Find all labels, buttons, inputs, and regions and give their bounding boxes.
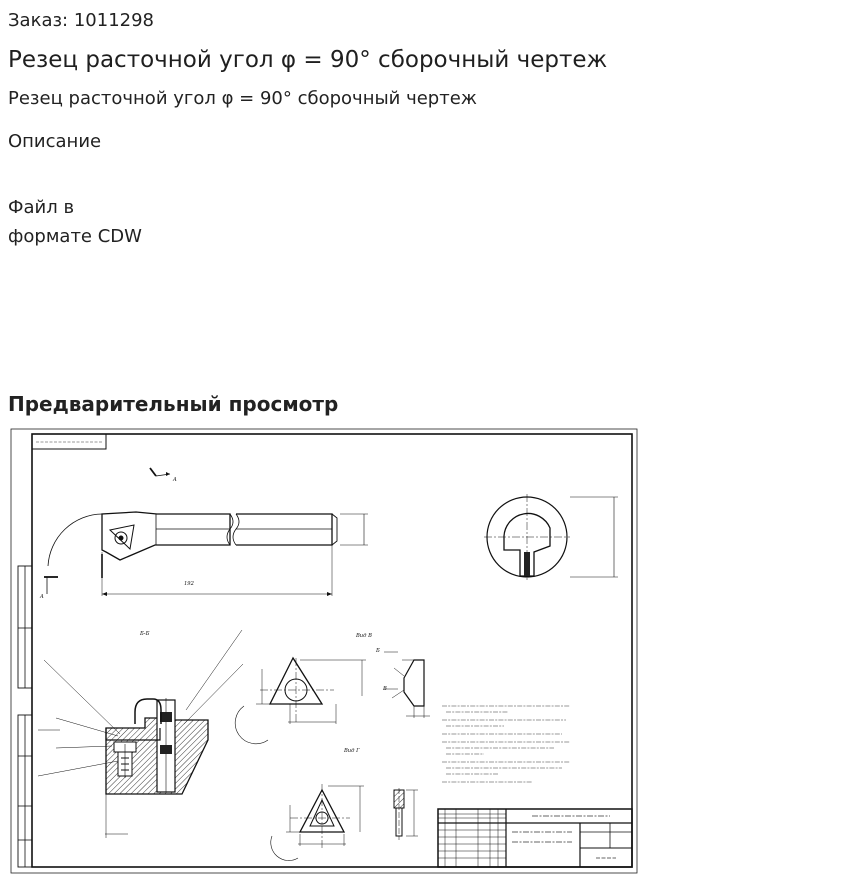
svg-text:Вид В: Вид В bbox=[356, 633, 372, 639]
order-number bbox=[8, 10, 154, 31]
svg-text:A: A bbox=[173, 477, 177, 483]
preview-heading: Предварительный просмотр bbox=[8, 392, 339, 416]
svg-text:Б: Б bbox=[376, 648, 380, 654]
svg-text:Вид Г: Вид Г bbox=[344, 748, 360, 754]
file-format-info bbox=[8, 193, 208, 251]
description-heading: Описание bbox=[8, 131, 102, 152]
order-value: 1011298 bbox=[73, 10, 155, 31]
order-label: Заказ: bbox=[8, 10, 69, 31]
product-subtitle: Резец расточной угол φ = 90° сборочный чертеж bbox=[8, 88, 478, 109]
drawing-preview-image bbox=[10, 428, 638, 874]
file-format-line-1: Файл в bbox=[8, 197, 75, 218]
svg-text:Б-Б: Б-Б bbox=[140, 631, 150, 637]
file-format-line-2: формате CDW bbox=[8, 226, 142, 247]
product-title: Резец расточной угол φ = 90° сборочный чертеж bbox=[8, 47, 608, 73]
svg-text:192: 192 bbox=[184, 581, 194, 587]
svg-text:A: A bbox=[40, 594, 44, 600]
svg-text:В: В bbox=[383, 686, 387, 692]
